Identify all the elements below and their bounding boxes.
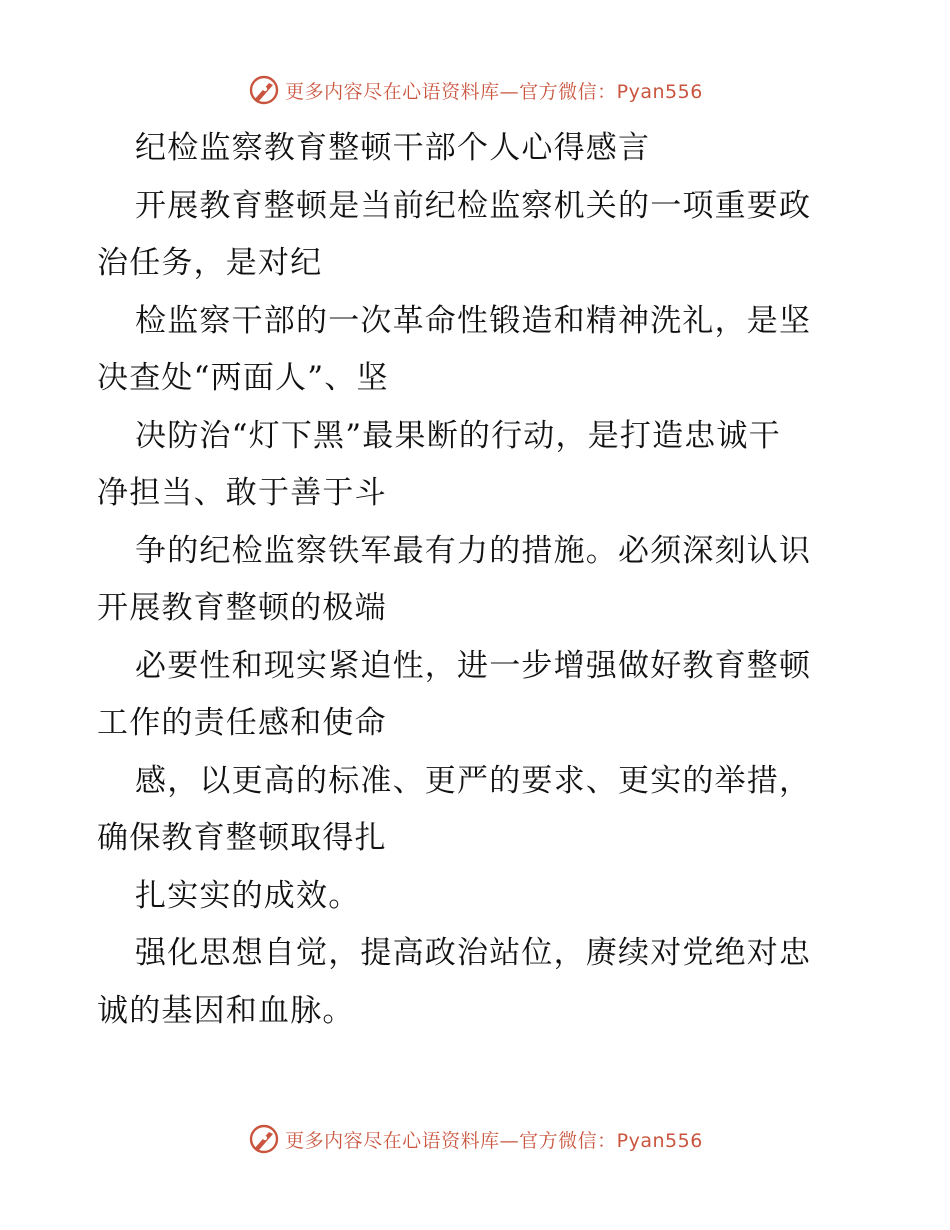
footer-banner-label: 更多内容尽在心语资料库—官方微信：	[285, 1129, 617, 1152]
document-lines	[97, 178, 857, 1041]
document-body	[97, 120, 857, 1040]
text-line: 确保教育整顿取得扎	[97, 820, 387, 856]
text-line: 强化思想自觉，提高政治站位，赓续对党绝对忠	[135, 935, 812, 971]
text-line: 检监察干部的一次革命性锻造和精神洗礼，是坚	[135, 302, 812, 339]
text-line: 净担当、敢于善于斗	[97, 475, 387, 511]
text-line: 感，以更高的标准、更严的要求、更实的举措，	[135, 762, 812, 799]
text-line: 治任务，是对纪	[97, 245, 323, 281]
pen-nib-logo-icon	[247, 1122, 281, 1156]
pen-nib-logo-icon	[247, 73, 281, 107]
text-line: 扎实实的成效。	[135, 877, 361, 914]
header-banner-label: 更多内容尽在心语资料库—官方微信：	[285, 80, 617, 103]
text-line: 决查处“两面人”、坚	[97, 360, 389, 396]
text-line: 争的纪检监察铁军最有力的措施。必须深刻认识	[135, 532, 812, 569]
footer-banner	[0, 1119, 950, 1159]
header-banner-id: Pyan556	[616, 80, 703, 103]
footer-banner-id: Pyan556	[616, 1129, 703, 1152]
text-line: 决防治“灯下黑”最果断的行动，是打造忠诚干	[135, 417, 781, 454]
footer-banner-text	[285, 1126, 703, 1153]
text-line: 诚的基因和血脉。	[97, 992, 355, 1029]
header-banner-text	[285, 77, 703, 104]
header-banner	[0, 70, 950, 110]
text-line: 开展教育整顿的极端	[97, 590, 387, 626]
text-line: 开展教育整顿是当前纪检监察机关的一项重要政	[135, 187, 812, 224]
document-title: 纪检监察教育整顿干部个人心得感言	[135, 130, 651, 166]
text-line: 必要性和现实紧迫性，进一步增强做好教育整顿	[135, 647, 812, 684]
text-line: 工作的责任感和使命	[97, 705, 387, 741]
